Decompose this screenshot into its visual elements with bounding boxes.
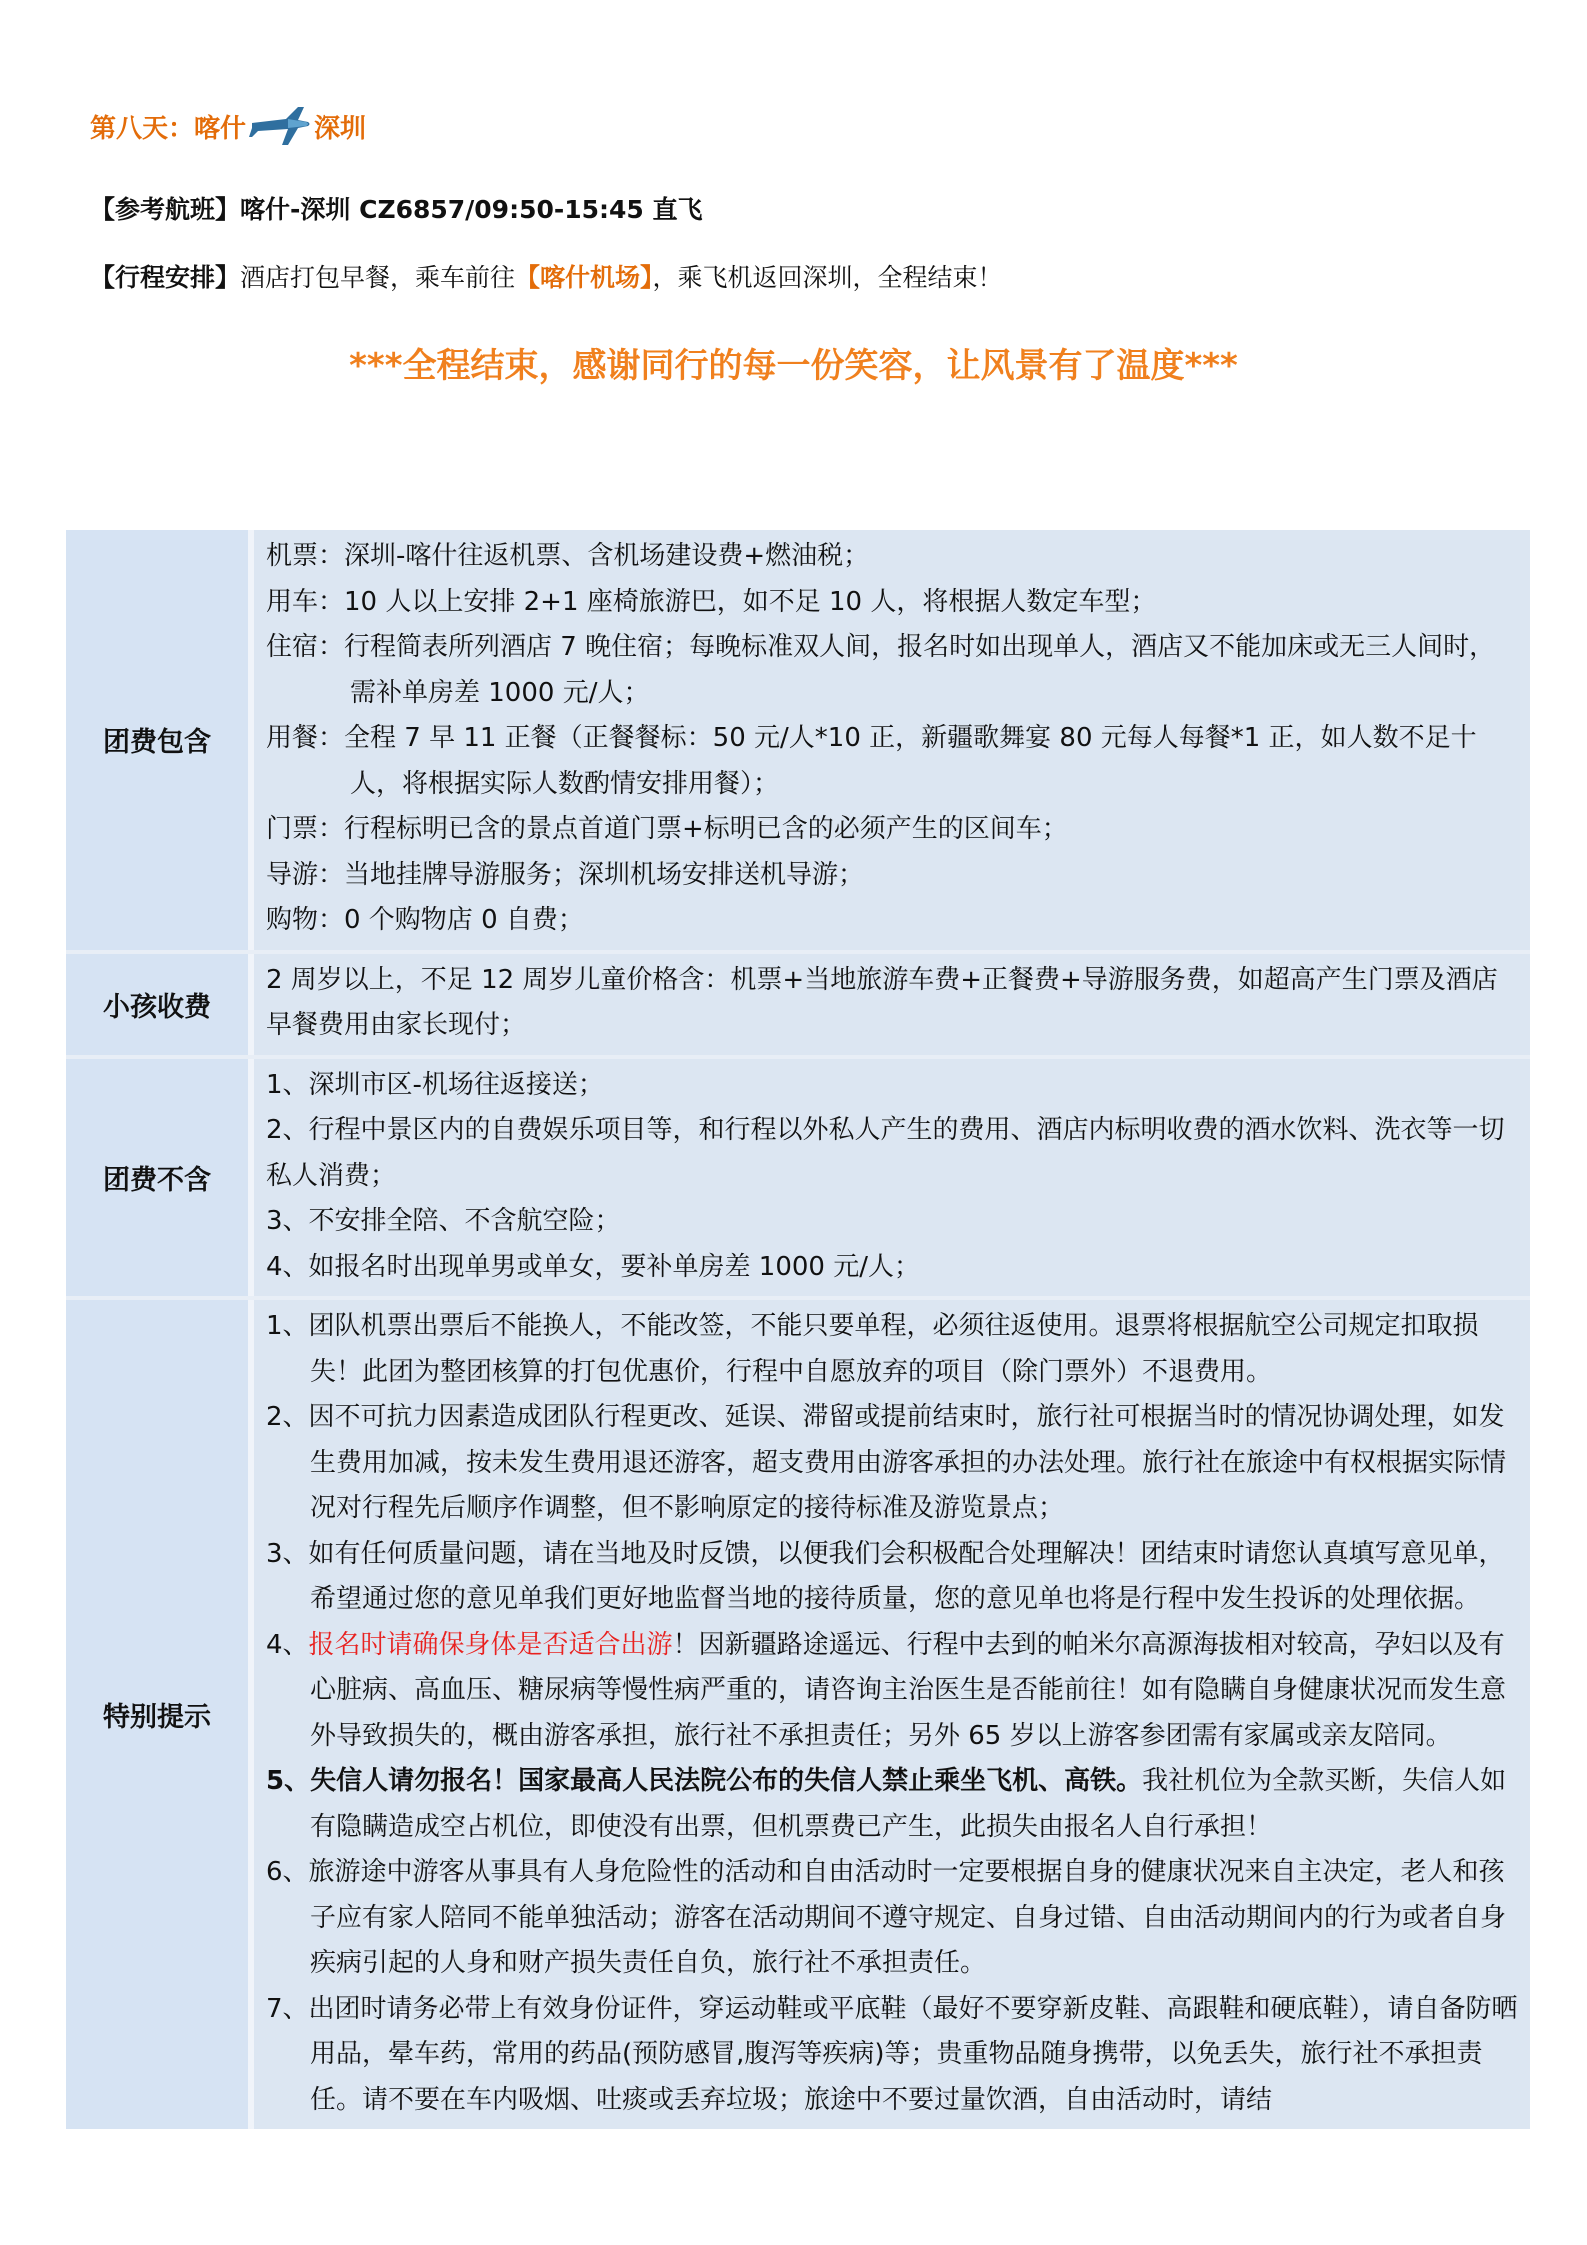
flight-label: 【参考航班】 — [90, 195, 241, 224]
child-cell — [254, 954, 1530, 1055]
note-item: 7、出团时请务必带上有效身份证件，穿运动鞋或平底鞋（最好不要穿新皮鞋、高跟鞋和硬底鞋），请自备防晒用品，晕车药，常用的药品(预防感冒,腹泻等疾病)等；贵重物品随身携带，以免丢失，旅行社不承担责任。请不要在车内吸烟、吐痰或丢弃垃圾；旅途中不要过量饮酒，自由活动时，请结 — [266, 1993, 1518, 2115]
note-item: 2、因不可抗力因素造成团队行程更改、延误、滞留或提前结束时，旅行社可根据当时的情况协调处理，如发生费用加减，按未发生费用退还游客，超支费用由游客承担的办法处理。旅行社在旅途中有权根据实际情况对行程先后顺序作调整，但不影响原定的接待标准及游览景点； — [266, 1402, 1507, 1523]
note-item: 6、旅游途中游客从事具有人身危险性的活动和自由活动时一定要根据自身的健康状况来自主决定，老人和孩子应有家人陪同不能单独活动；游客在活动期间不遵守规定、自身过错、自由活动期间内的行为或者自身疾病引起的人身和财产损失责任自负，旅行社不承担责任。 — [266, 1857, 1507, 1978]
note-item — [266, 1759, 1518, 1850]
note-5-text: 我社机位为全款买断，失信人如有隐瞒造成空占机位，即使没有出票，但机票费已产生，此损失由报名人自行承担！ — [310, 1766, 1507, 1842]
schedule-highlight: 【喀什机场】 — [515, 263, 653, 292]
airplane-icon — [248, 101, 312, 151]
row-excluded — [66, 1059, 1530, 1301]
excluded-item: 3、不安排全陪、不含航空险； — [266, 1206, 621, 1236]
day-title — [90, 96, 366, 156]
note-item: 1、团队机票出票后不能换人，不能改签，不能只要单程，必须往返使用。退票将根据航空公司规定扣取损失！此团为整团核算的打包优惠价，行程中自愿放弃的项目（除门票外）不退费用。 — [266, 1311, 1479, 1387]
schedule-text-b: ，乘飞机返回深圳，全程结束！ — [652, 263, 1003, 292]
note-item — [266, 1623, 1518, 1760]
included-item: 门票：行程标明已含的景点首道门票+标明已含的必须产生的区间车； — [266, 814, 1068, 844]
included-item: 机票：深圳-喀什往返机票、含机场建设费+燃油税； — [266, 541, 870, 571]
closing-banner: ***全程结束，感谢同行的每一份笑容，让风景有了温度*** — [349, 346, 1238, 386]
schedule-line — [90, 260, 1003, 296]
included-item: 导游：当地挂牌导游服务；深圳机场安排送机导游； — [266, 859, 865, 890]
included-cell — [254, 530, 1530, 950]
notes-cell — [254, 1300, 1530, 2129]
excluded-item: 4、如报名时出现单男或单女，要补单房差 1000 元/人； — [266, 1251, 920, 1282]
excluded-label: 团费不含 — [66, 1059, 248, 1297]
day-title-prefix: 第八天：喀什 — [90, 113, 247, 144]
note-5-emphasis: 5、失信人请勿报名！国家最高人民法院公布的失信人禁止乘坐飞机、高铁。 — [266, 1766, 1143, 1796]
included-item: 住宿：行程简表所列酒店 7 晚住宿；每晚标准双人间，报名时如出现单人，酒店又不能加床或无三人间时，需补单房差 1000 元/人； — [266, 632, 1496, 708]
included-item: 用车：10 人以上安排 2+1 座椅旅游巴，如不足 10 人，将根据人数定车型； — [266, 586, 1157, 617]
row-child — [66, 954, 1530, 1059]
flight-line — [90, 192, 703, 228]
flight-value: 喀什-深圳 CZ6857/09:50-15:45 直飞 — [240, 195, 703, 224]
row-notes — [66, 1300, 1530, 2129]
child-text: 2 周岁以上，不足 12 周岁儿童价格含：机票+当地旅游车费+正餐费+导游服务费，如超高产生门票及酒店早餐费用由家长现付； — [266, 964, 1498, 1040]
excluded-item: 2、行程中景区内的自费娱乐项目等，和行程以外私人产生的费用、酒店内标明收费的酒水饮料、洗衣等一切私人消费； — [266, 1115, 1505, 1191]
included-item: 用餐：全程 7 早 11 正餐（正餐餐标：50 元/人*10 正，新疆歌舞宴 80 元每人每餐*1 正，如人数不足十人，将根据实际人数酌情安排用餐）； — [266, 723, 1477, 799]
note-item: 3、如有任何质量问题，请在当地及时反馈，以便我们会积极配合处理解决！团结束时请您认真填写意见单，希望通过您的意见单我们更好地监督当地的接待质量，您的意见单也将是行程中发生投诉的处理依据。 — [266, 1538, 1505, 1614]
included-item: 购物：0 个购物店 0 自费； — [266, 905, 584, 935]
schedule-label: 【行程安排】 — [90, 263, 241, 292]
row-included — [66, 530, 1530, 954]
excluded-item: 1、深圳市区-机场往返接送； — [266, 1069, 604, 1100]
notes-label: 特别提示 — [66, 1300, 248, 2129]
day-title-suffix: 深圳 — [314, 113, 367, 144]
excluded-cell — [254, 1059, 1530, 1297]
note-4-number: 4、 — [266, 1629, 309, 1660]
info-table — [66, 530, 1530, 2129]
child-label: 小孩收费 — [66, 954, 248, 1055]
schedule-text-a: 酒店打包早餐，乘车前往 — [240, 263, 516, 292]
included-label: 团费包含 — [66, 530, 248, 950]
note-4-warning: 报名时请确保身体是否适合出游 — [308, 1629, 673, 1660]
note-4-text: ！因新疆路途遥远、行程中去到的帕米尔高源海拔相对较高，孕妇以及有心脏病、高血压、糖尿病等慢性病严重的，请咨询主治医生是否能前往！如有隐瞒自身健康状况而发生意外导致损失的，概由游客承担，旅行社不承担责任；另外 65 岁以上游客参团需有家属或亲友陪同。 — [310, 1629, 1507, 1751]
